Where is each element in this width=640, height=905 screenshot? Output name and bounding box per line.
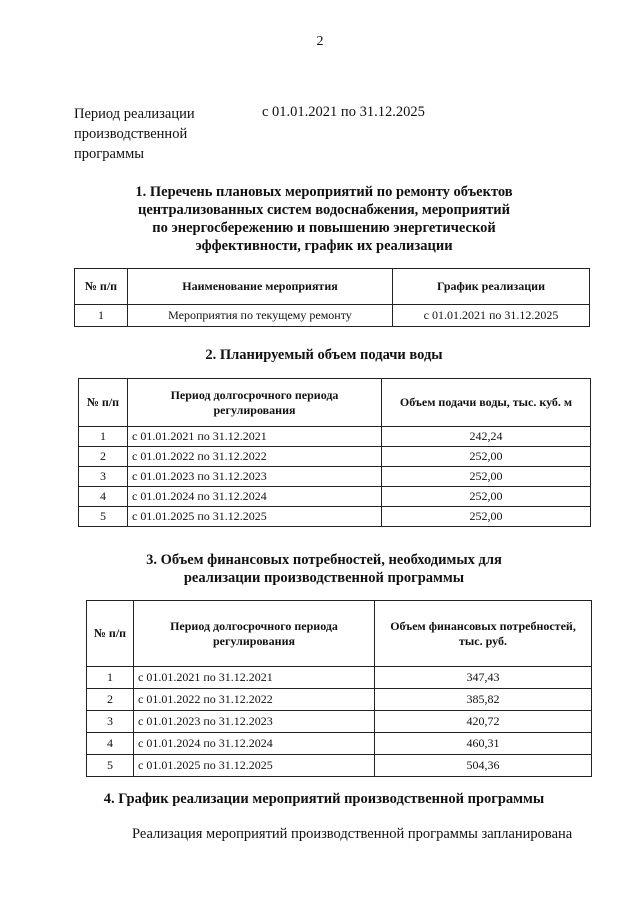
table-row: 4 с 01.01.2024 по 31.12.2024 460,31 — [87, 733, 592, 755]
table-header-row: № п/п Период долгосрочного периода регулирования Объем подачи воды, тыс. куб. м — [79, 379, 591, 427]
table-header-row: № п/п Наименование мероприятия График реализации — [75, 269, 590, 305]
table-row: 4 с 01.01.2024 по 31.12.2024 252,00 — [79, 487, 591, 507]
table-row: 3 с 01.01.2023 по 31.12.2023 252,00 — [79, 467, 591, 487]
table-header-row: № п/п Период долгосрочного периода регулирования Объем финансовых потребностей, тыс. руб. — [87, 601, 592, 667]
water-volume-table — [78, 378, 591, 527]
page-number: 2 — [316, 34, 324, 49]
period-value: с 01.01.2021 по 31.12.2025 — [262, 104, 425, 120]
measures-table — [74, 268, 590, 327]
table-row: 5 с 01.01.2025 по 31.12.2025 504,36 — [87, 755, 592, 777]
section1-title: 1. Перечень плановых мероприятий по ремонту объектов централизованных систем водоснабжения, мероприятий по энергосбережению и повышению энергетической эффективности, график их реализации — [135, 184, 513, 254]
section4-paragraph: Реализация мероприятий производственной программы запланирована — [132, 826, 573, 842]
table-row: 1 с 01.01.2021 по 31.12.2021 347,43 — [87, 667, 592, 689]
section2-title: 2. Планируемый объем подачи воды — [205, 347, 443, 363]
table-row: 2 с 01.01.2022 по 31.12.2022 252,00 — [79, 447, 591, 467]
table-row: 2 с 01.01.2022 по 31.12.2022 385,82 — [87, 689, 592, 711]
financial-needs-table — [86, 600, 592, 777]
table-row: 1 с 01.01.2021 по 31.12.2021 242,24 — [79, 427, 591, 447]
table-row: 5 с 01.01.2025 по 31.12.2025 252,00 — [79, 507, 591, 527]
period-label: Период реализации производственной программы — [74, 106, 195, 162]
section3-title: 3. Объем финансовых потребностей, необходимых для реализации производственной программы — [146, 552, 502, 586]
table-row: 3 с 01.01.2023 по 31.12.2023 420,72 — [87, 711, 592, 733]
section4-title: 4. График реализации мероприятий производственной программы — [103, 791, 545, 807]
table-row: 1 Мероприятия по текущему ремонту с 01.01.2021 по 31.12.2025 — [75, 305, 590, 327]
